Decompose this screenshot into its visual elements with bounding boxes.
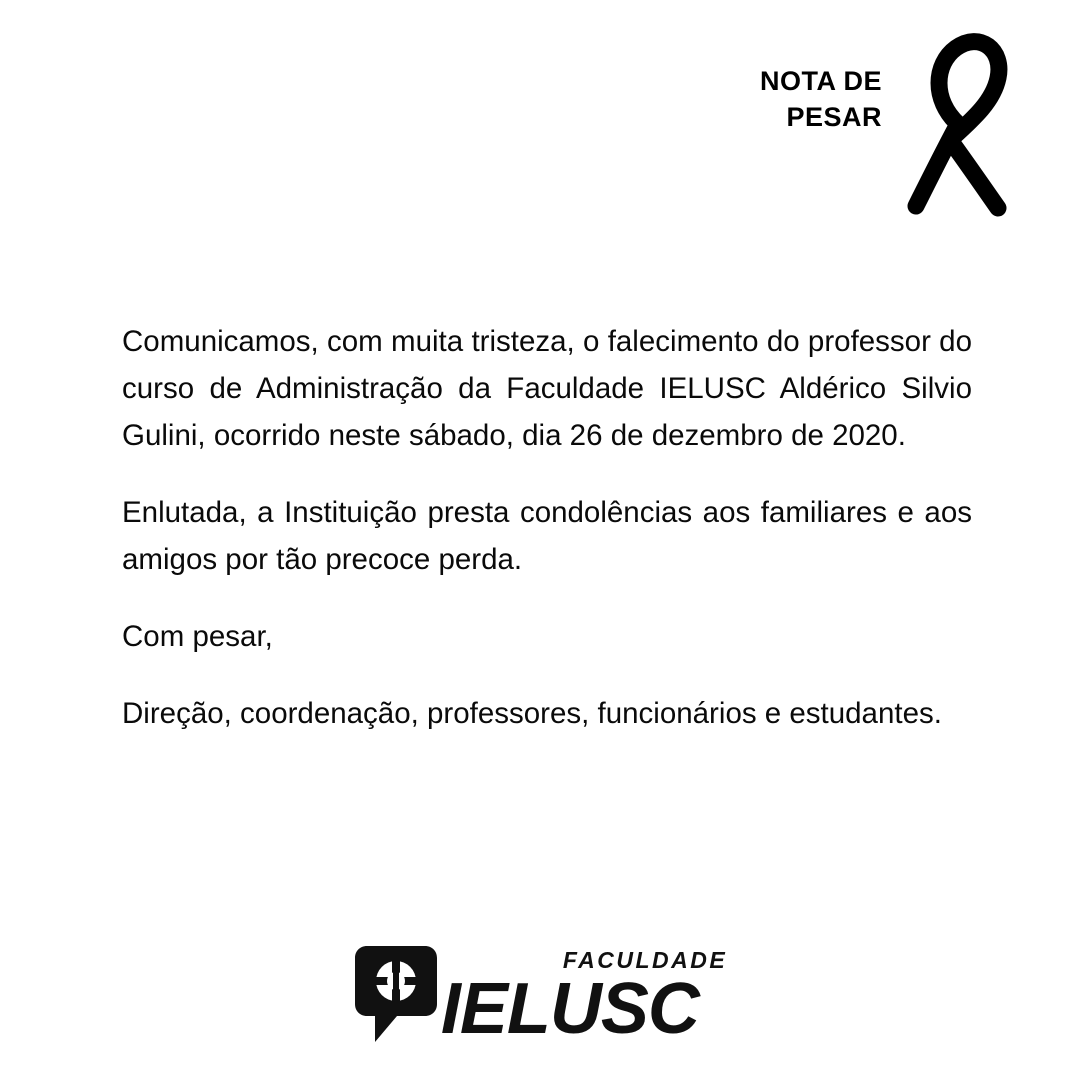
logo-wordmark bbox=[440, 947, 728, 1050]
paragraph-2: Enlutada, a Instituição presta condolências aos familiares e aos amigos por tão precoce perda. bbox=[122, 496, 972, 576]
page-title-line-1: NOTA DE bbox=[760, 66, 882, 96]
page-title-line-2: PESAR bbox=[786, 101, 882, 132]
header-block bbox=[760, 28, 1020, 218]
footer-logo bbox=[0, 944, 1080, 1050]
ielusc-shield-icon bbox=[353, 944, 439, 1048]
paragraph-3: Com pesar, bbox=[122, 620, 273, 653]
logo-lockup bbox=[353, 944, 728, 1050]
logo-name: IELUSC bbox=[440, 969, 699, 1050]
paragraph-4: Direção, coordenação, professores, funcionários e estudantes. bbox=[122, 697, 942, 730]
paragraph-1: Comunicamos, com muita tristeza, o falecimento do professor do curso de Administração da Faculdade IELUSC Aldérico Silvio Gulini, ocorrido neste sábado, dia 26 de dezembro de 2020. bbox=[122, 325, 972, 452]
page-title bbox=[760, 28, 882, 135]
notice-body bbox=[122, 318, 972, 737]
mourning-ribbon-icon bbox=[888, 28, 1020, 218]
logo-subtitle: FACULDADE bbox=[562, 947, 728, 974]
